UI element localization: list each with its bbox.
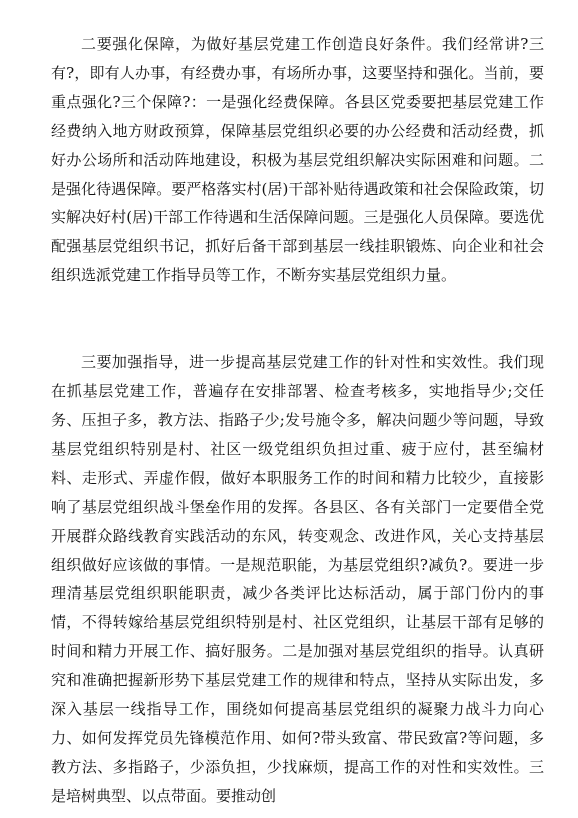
document-body bbox=[51, 30, 544, 811]
paragraph-strengthen-guidance: 三要加强指导，进一步提高基层党建工作的针对性和实效性。我们现在抓基层党建工作，普遍存在安排部署、检查考核多，实地指导少;交任务、压担子多，教方法、指路子少;发号施令多，解决问题少等问题，导致基层党组织特别是村、社区一级党组织负担过重、疲于应付，甚至编材料、走形式、弄虚作假，做好本职服务工作的时间和精力比较少，直接影响了基层党组织战斗堡垒作用的发挥。各县区、各有关部门一定要借全党开展群众路线教育实践活动的东风，转变观念、改进作风，关心支持基层组织做好应该做的事情。一是规范职能，为基层党组织?减负?。要进一步理清基层党组织职能职责，减少各类评比达标活动，属于部门份内的事情，不得转嫁给基层党组织特别是村、社区党组织，让基层干部有足够的时间和精力开展工作、搞好服务。二是加强对基层党组织的指导。认真研究和准确把握新形势下基层党建工作的规律和特点，坚持从实际出发，多深入基层一线指导工作，围绕如何提高基层党组织的凝聚力战斗力向心力、如何发挥党员先锋模范作用、如何?带头致富、带民致富?等问题，多教方法、多指路子，少添负担，少找麻烦，提高工作的对性和实效性。三是培树典型、以点带面。要推动创 bbox=[51, 353, 544, 805]
paragraph-spacer bbox=[51, 290, 544, 348]
paragraph-strengthen-guarantee: 二要强化保障，为做好基层党建工作创造良好条件。我们经常讲?三有?，即有人办事，有经费办事，有场所办事，这要坚持和强化。当前，要重点强化?三个保障?：一是强化经费保障。各县区党委要把基层党建工作经费纳入地方财政预算，保障基层党组织必要的办公经费和活动经费，抓好办公场所和活动阵地建设，积极为基层党组织解决实际困难和问题。二是强化待遇保障。要严格落实村(居)干部补贴待遇政策和社会保险政策，切实解决好村(居)干部工作待遇和生活保障问题。三是强化人员保障。要选优配强基层党组织书记，抓好后备干部到基层一线挂职锻炼、向企业和社会组织选派党建工作指导员等工作，不断夯实基层党组织力量。 bbox=[51, 35, 544, 285]
